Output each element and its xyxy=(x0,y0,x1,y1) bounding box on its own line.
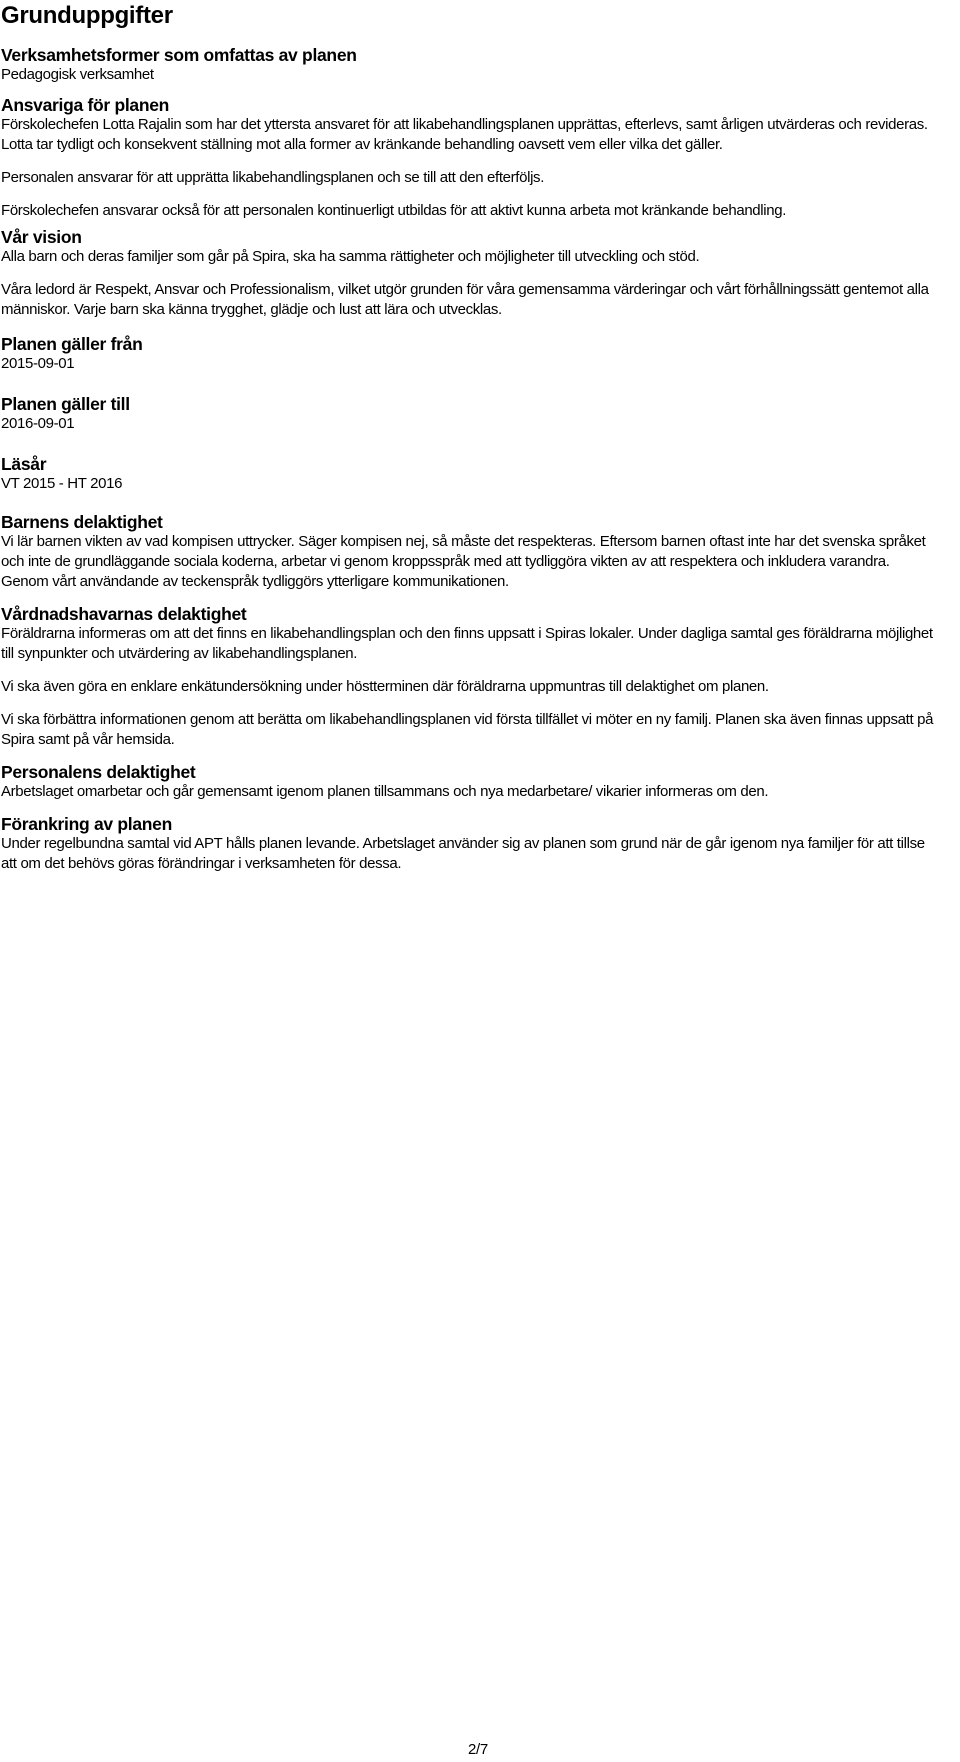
section-heading: Planen gäller till xyxy=(1,394,130,414)
section-planen-galler-fran xyxy=(1,334,936,374)
section-paragraph: Alla barn och deras familjer som går på Spira, ska ha samma rättigheter och möjligheter till utveckling och stöd. xyxy=(1,248,700,265)
section-heading: Barnens delaktighet xyxy=(1,512,163,532)
section-heading: Verksamhetsformer som omfattas av planen xyxy=(1,45,357,65)
page-number: 2/7 xyxy=(468,1741,488,1758)
section-paragraph: 2015-09-01 xyxy=(1,355,75,372)
section-heading: Planen gäller från xyxy=(1,334,143,354)
section-heading: Personalens delaktighet xyxy=(1,762,196,782)
section-heading: Vår vision xyxy=(1,227,82,247)
section-var-vision xyxy=(1,227,936,320)
section-paragraph: VT 2015 - HT 2016 xyxy=(1,475,123,492)
document-content xyxy=(1,0,936,874)
section-heading: Ansvariga för planen xyxy=(1,95,170,115)
section-paragraph: Föräldrarna informeras om att det finns en likabehandlingsplan och den finns uppsatt i Spiras lokaler. Under dagliga samtal ges föräldrarna möjlighet till synpunkter och utvärdering av likabehandlingsplanen. xyxy=(1,625,933,662)
section-verksamhetsformer xyxy=(1,45,936,85)
section-paragraph: Vi lär barnen vikten av vad kompisen uttrycker. Säger kompisen nej, så måste det respekteras. Eftersom barnen oftast inte har det svenska språket och inte de grundläggande sociala koderna, arbetar vi genom kroppsspråk med att tydliggöra vikten av att respektera och inkludera varandra. Genom vårt användande av teckenspråk tydliggörs ytterligare kommunikationen. xyxy=(1,533,926,590)
section-barnens-delaktighet xyxy=(1,512,936,592)
section-ansvariga xyxy=(1,95,936,221)
section-vardnadshavarnas-delaktighet xyxy=(1,604,936,750)
section-planen-galler-till xyxy=(1,394,936,434)
section-paragraph: Våra ledord är Respekt, Ansvar och Professionalism, vilket utgör grunden för våra gemensamma värderingar och vårt förhållningssätt gentemot alla människor. Varje barn ska känna trygghet, glädje och lust att lära och utvecklas. xyxy=(1,281,929,318)
section-heading: Vårdnadshavarnas delaktighet xyxy=(1,604,247,624)
section-heading: Förankring av planen xyxy=(1,814,172,834)
section-paragraph: 2016-09-01 xyxy=(1,415,75,432)
page-title: Grunduppgifter xyxy=(1,2,173,29)
section-paragraph: Under regelbundna samtal vid APT hålls planen levande. Arbetslaget använder sig av planen som grund när de går igenom nya familjer för att tillse att om det behövs göras förändringar i verksamheten för dessa. xyxy=(1,835,925,872)
section-paragraph: Pedagogisk verksamhet xyxy=(1,66,154,83)
section-paragraph: Personalen ansvarar för att upprätta likabehandlingsplanen och se till att den efterföljs. xyxy=(1,169,545,186)
section-heading: Läsår xyxy=(1,454,47,474)
section-paragraph: Förskolechefen Lotta Rajalin som har det yttersta ansvaret för att likabehandlingsplanen upprättas, efterlevs, samt årligen utvärderas och revideras. Lotta tar tydligt och konsekvent ställning mot alla former av kränkande behandling oavsett vem eller vilka det gäller. xyxy=(1,116,928,153)
section-paragraph: Vi ska förbättra informationen genom att berätta om likabehandlingsplanen vid första tillfället vi möter en ny familj. Planen ska även finnas uppsatt på Spira samt på vår hemsida. xyxy=(1,711,934,748)
section-paragraph: Arbetslaget omarbetar och går gemensamt igenom planen tillsammans och nya medarbetare/ vikarier informeras om den. xyxy=(1,783,769,800)
section-paragraph: Vi ska även göra en enklare enkätundersökning under höstterminen där föräldrarna uppmuntras till delaktighet om planen. xyxy=(1,678,769,695)
section-personalens-delaktighet xyxy=(1,762,936,802)
section-paragraph: Förskolechefen ansvarar också för att personalen kontinuerligt utbildas för att aktivt kunna arbeta mot kränkande behandling. xyxy=(1,202,787,219)
section-lasar xyxy=(1,454,936,494)
section-forankring xyxy=(1,814,936,874)
